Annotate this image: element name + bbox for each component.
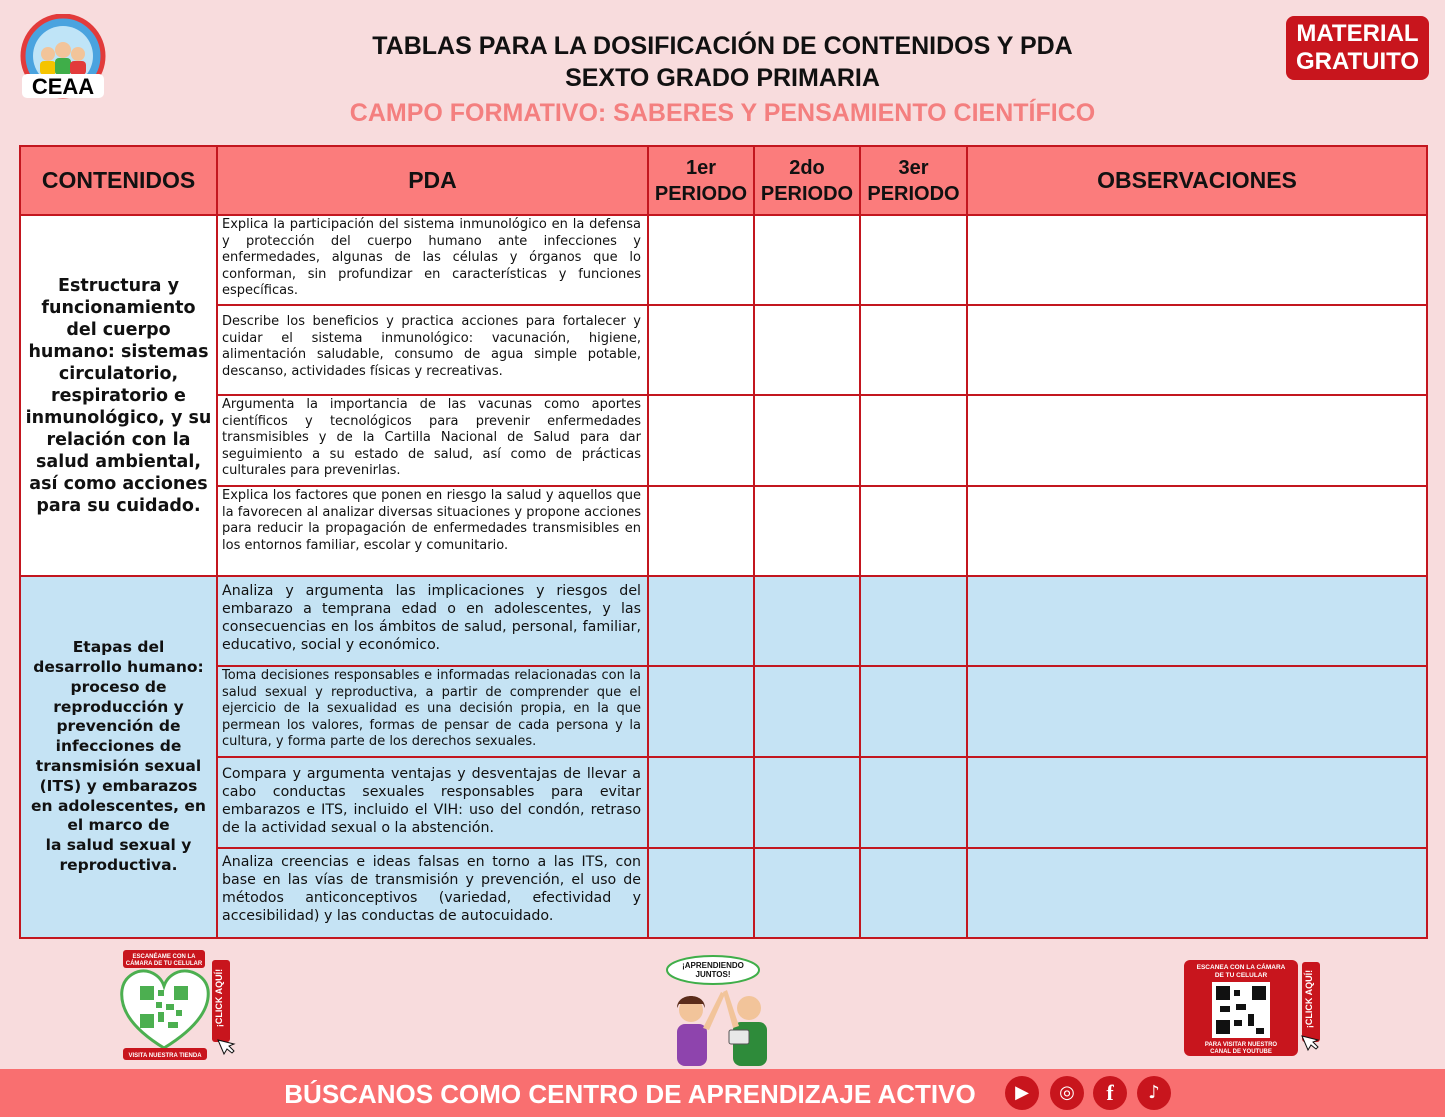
youtube-promo-bottom1: PARA VISITAR NUESTRO <box>1204 1042 1278 1048</box>
header-contenidos: CONTENIDOS <box>20 146 217 215</box>
periodo-1-cell[interactable] <box>648 757 754 848</box>
instagram-icon[interactable]: ◎ <box>1050 1076 1084 1110</box>
tienda-qr-promo[interactable] <box>118 948 238 1064</box>
badge-line2: GRATUITO <box>1295 48 1420 75</box>
pda-cell: Explica los factores que ponen en riesgo la salud y aquellos que la favorecen al analizar diversas situaciones y propone acciones para reducir la propagación de enfermedades transmisibles en los entornos familiar, escolar y comunitario. <box>217 486 648 576</box>
observaciones-cell[interactable] <box>967 848 1427 938</box>
header-observaciones: OBSERVACIONES <box>967 146 1427 215</box>
dosificacion-table <box>19 145 1428 939</box>
tiktok-icon[interactable]: ♪ <box>1137 1076 1171 1110</box>
pda-cell: Describe los beneficios y practica acciones para fortalecer y cuidar el sistema inmunológico: vacunación, higiene, alimentación saludable, consumo de agua simple potable, descanso, actividades físicas y recreativas. <box>217 305 648 395</box>
tienda-promo-top1: ESCANÉAME CON LA <box>132 954 196 960</box>
pda-cell: Analiza creencias e ideas falsas en torno a las ITS, con base en las vías de transmisión y prevención, el uso de métodos anticonceptivos (variedad, efectividad y accesibilidad) y las conductas de autocuidado. <box>217 848 648 938</box>
badge-line1: MATERIAL <box>1296 20 1419 47</box>
periodo-2-cell[interactable] <box>754 305 860 395</box>
table-row <box>20 305 1427 395</box>
periodo-2-cell[interactable] <box>754 848 860 938</box>
observaciones-cell[interactable] <box>967 486 1427 576</box>
periodo-2-cell[interactable] <box>754 215 860 305</box>
facebook-icon[interactable]: f <box>1093 1076 1127 1110</box>
table-row <box>20 848 1427 938</box>
tienda-promo-top2: CÁMARA DE TU CELULAR <box>125 961 203 967</box>
periodo-2-cell[interactable] <box>754 576 860 666</box>
periodo-1-cell[interactable] <box>648 486 754 576</box>
header-periodo-1: 1er PERIODO <box>648 146 754 215</box>
table-row <box>20 757 1427 848</box>
header-periodo-3: 3er PERIODO <box>860 146 967 215</box>
periodo-3-cell[interactable] <box>860 486 967 576</box>
periodo-2-cell[interactable] <box>754 666 860 757</box>
page-title: TABLAS PARA LA DOSIFICACIÓN DE CONTENIDOS Y PDA <box>372 32 1073 60</box>
table-row <box>20 395 1427 486</box>
periodo-3-cell[interactable] <box>860 395 967 486</box>
pointer-hand-icon <box>218 1040 234 1054</box>
contenido-cell: Estructura y funcionamiento del cuerpo humano: sistemas circulatorio, respiratorio e inmunológico, y su relación con la salud ambiental, así como acciones para su cuidado. <box>20 215 217 576</box>
observaciones-cell[interactable] <box>967 757 1427 848</box>
periodo-3-cell[interactable] <box>860 576 967 666</box>
campo-formativo-subtitle: CAMPO FORMATIVO: SABERES Y PENSAMIENTO CIENTÍFICO <box>349 99 1096 127</box>
periodo-3-cell[interactable] <box>860 848 967 938</box>
observaciones-cell[interactable] <box>967 395 1427 486</box>
periodo-3-cell[interactable] <box>860 757 967 848</box>
youtube-promo-top1: ESCANEA CON LA CÁMARA <box>1196 964 1286 971</box>
youtube-promo-bottom2: CANAL DE YOUTUBE <box>1210 1049 1272 1055</box>
periodo-3-cell[interactable] <box>860 305 967 395</box>
bubble-text2: JUNTOS! <box>695 970 731 979</box>
tienda-click-aqui: ¡CLICK AQUÍ! <box>214 968 224 1028</box>
table-row <box>20 486 1427 576</box>
table-row <box>20 666 1427 757</box>
footer-bar <box>0 1069 1445 1117</box>
grade-title: SEXTO GRADO PRIMARIA <box>565 64 880 92</box>
youtube-qr-promo[interactable] <box>1182 958 1327 1062</box>
periodo-1-cell[interactable] <box>648 576 754 666</box>
footer-text: BÚSCANOS COMO CENTRO DE APRENDIZAJE ACTIVO <box>284 1079 976 1109</box>
periodo-3-cell[interactable] <box>860 215 967 305</box>
youtube-icon[interactable]: ▶ <box>1005 1076 1039 1110</box>
header-pda: PDA <box>217 146 648 215</box>
youtube-click-aqui: ¡CLICK AQUÍ! <box>1304 969 1314 1029</box>
observaciones-cell[interactable] <box>967 666 1427 757</box>
tienda-promo-bottom: VISITA NUESTRA TIENDA <box>128 1053 202 1059</box>
table-row <box>20 215 1427 305</box>
page-header <box>240 30 1205 130</box>
ceaa-logo <box>18 14 108 100</box>
periodo-2-cell[interactable] <box>754 395 860 486</box>
material-gratuito-badge <box>1286 16 1429 80</box>
periodo-1-cell[interactable] <box>648 666 754 757</box>
periodo-3-cell[interactable] <box>860 666 967 757</box>
pda-cell: Compara y argumenta ventajas y desventajas de llevar a cabo conductas sexuales responsables para evitar embarazos e ITS, incluido el VIH: uso del condón, retraso de la actividad sexual o la abstención. <box>217 757 648 848</box>
pda-cell: Toma decisiones responsables e informadas relacionadas con la salud sexual y reproductiva, a partir de comprender que el ejercicio de la sexualidad es una decisión propia, en la que permean los valores, formas de pensar de cada persona y la cultura, y forma parte de los derechos sexuales. <box>217 666 648 757</box>
logo-text: CEAA <box>31 74 95 99</box>
periodo-2-cell[interactable] <box>754 486 860 576</box>
contenido-cell: Etapas del desarrollo humano: proceso de reproducción y prevención de infecciones de transmisión sexual (ITS) y embarazos en adolescentes, en el marco de la salud sexual y reproductiva. <box>20 576 217 938</box>
pda-cell: Argumenta la importancia de las vacunas como aportes científicos y tecnológicos para prevenir enfermedades transmisibles y de la Cartilla Nacional de Salud para dar seguimiento a su estado de salud, así como de prácticas culturales para prevenirlas. <box>217 395 648 486</box>
pda-cell: Explica la participación del sistema inmunológico en la defensa y protección del cuerpo humano ante infecciones y enfermedades, algunas de las células y órganos que lo conforman, sin profundizar en características y funciones específicas. <box>217 215 648 305</box>
youtube-promo-top2: DE TU CELULAR <box>1214 972 1268 979</box>
bubble-text1: ¡APRENDIENDO <box>682 961 744 970</box>
header-periodo-2: 2do PERIODO <box>754 146 860 215</box>
periodo-1-cell[interactable] <box>648 215 754 305</box>
observaciones-cell[interactable] <box>967 576 1427 666</box>
periodo-1-cell[interactable] <box>648 395 754 486</box>
table-header-row <box>20 146 1427 215</box>
observaciones-cell[interactable] <box>967 215 1427 305</box>
periodo-2-cell[interactable] <box>754 757 860 848</box>
table-row <box>20 576 1427 666</box>
mascots-illustration <box>663 952 783 1070</box>
periodo-1-cell[interactable] <box>648 305 754 395</box>
observaciones-cell[interactable] <box>967 305 1427 395</box>
periodo-1-cell[interactable] <box>648 848 754 938</box>
pda-cell: Analiza y argumenta las implicaciones y riesgos del embarazo a temprana edad o en adolescentes, y las consecuencias en los ámbitos de salud, personal, familiar, educativo, social y económico. <box>217 576 648 666</box>
